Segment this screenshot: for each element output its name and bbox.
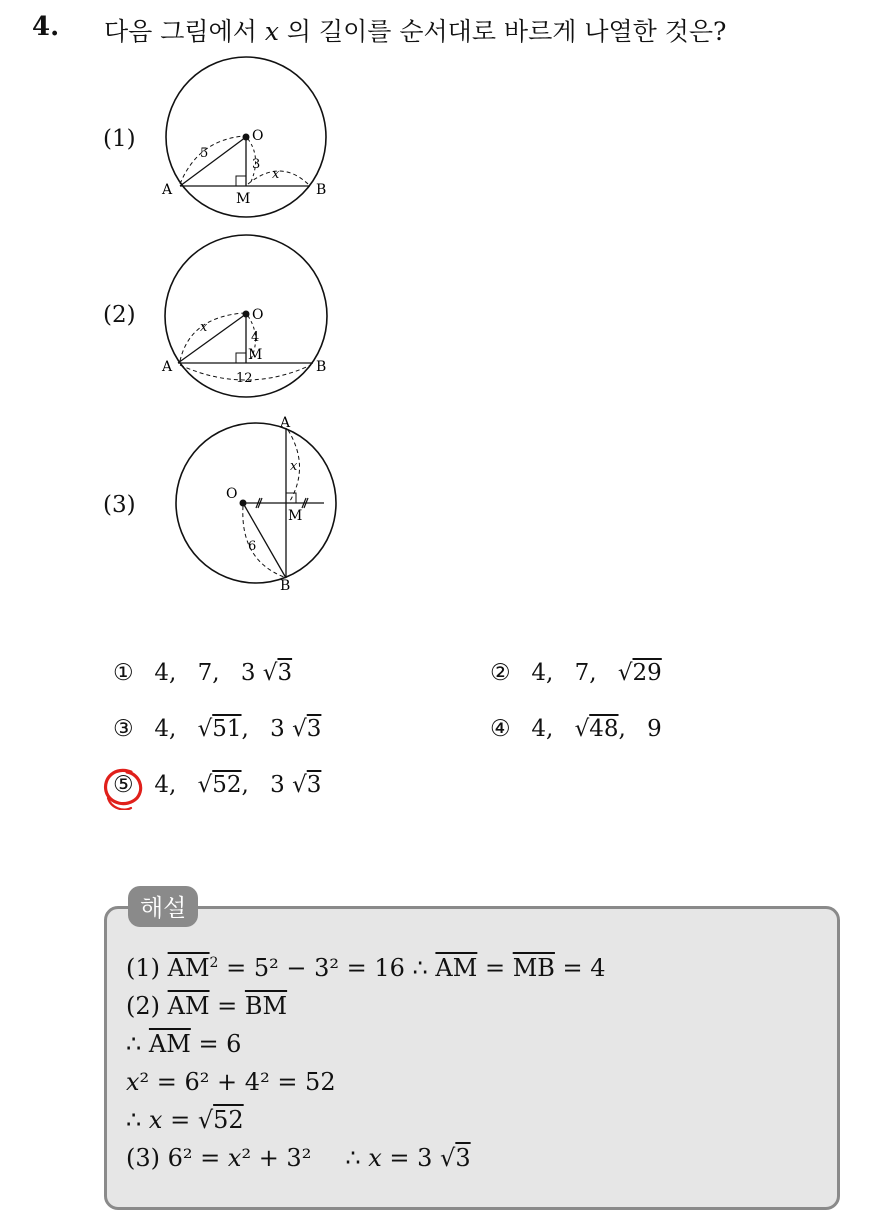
choice-5-value-1: 4, [154,772,177,798]
choice-1[interactable] [113,660,292,686]
figure-1-label-x: x [272,167,280,182]
explanation-line-6 [126,1144,471,1172]
figure-3-point-o: O [226,486,238,502]
choice-3-value-2-rad: 51 [212,716,242,742]
exp-l1-c: 2 [209,955,219,971]
figure-2-label-x: x [200,320,208,335]
choice-4[interactable] [490,716,662,742]
explanation-line-3 [126,1030,241,1058]
question-variable: x [264,17,279,46]
figure-3-point-m: M [288,508,303,524]
choice-4-value-2-rad: 48 [589,716,619,742]
choice-2-value-3-rad: 29 [632,660,662,686]
figure-2-point-o: O [252,307,264,323]
figure-2-label-4: 4 [251,330,260,345]
figure-1-dash-ao [180,136,244,184]
figure-2-point-m: M [248,347,263,363]
exp-l2-b: $\overline{AM}$ [167,992,210,1020]
choice-5-value-3-sqrt: √3 [292,772,322,798]
exp-l5-c: = √ [162,1106,214,1134]
choice-5-value-2-sep: , [241,772,249,798]
question-text-after: 의 길이를 순서대로 바르게 나열한 것은? [286,17,727,46]
question-number: 4. [32,12,60,42]
exp-l2-d: $\overline{BM}$ [244,992,288,1020]
choice-3-value-3-coef: 3 [270,716,285,742]
figure-3-point-b: B [280,578,291,594]
figure-1 [150,50,350,230]
exp-l3-a: ∴ [126,1030,149,1058]
choice-1-value-3-rad: 3 [277,660,293,686]
exp-l6-b: x [227,1144,242,1172]
figure-3-point-a: A [280,415,291,431]
exp-l1-d: = 5² − 3² = 16 ∴ [218,954,436,982]
exp-l3-b: $\overline{AM}$ [148,1030,191,1058]
exp-l1-e: $\overline{AM}$ [435,954,478,982]
choice-4-value-3: 9 [647,716,662,742]
choice-5-value-3-coef: 3 [270,772,285,798]
figure-1-label: (1) [103,126,136,152]
choice-5-value-3-rad: 3 [306,772,322,798]
selected-answer-ring [101,766,145,810]
exp-l1-f: = [477,954,513,982]
exp-l1-a: (1) [126,954,160,982]
exp-l1-b: $\overline{AM}$ [167,954,210,982]
figure-3-label: (3) [103,492,136,518]
choice-3-value-2-sep: , [241,716,249,742]
exp-l4-a: x [126,1068,140,1096]
exp-l6-e: x [368,1144,382,1172]
choice-3-value-3-rad: 3 [306,716,322,742]
exp-l4-b: ² = 6² + 4² = 52 [139,1068,336,1096]
choice-5-number: ⑤ [113,772,134,798]
exp-l2-a: (2) [126,992,168,1020]
figure-3-label-6: 6 [248,539,257,554]
explanation-line-1 [126,954,606,982]
figure-2-label: (2) [103,302,136,328]
choice-3-value-1: 4, [154,716,177,742]
explanation-line-4 [126,1068,336,1096]
choice-2-value-2: 7, [574,660,597,686]
figure-1-label-5: 5 [200,146,209,161]
choice-4-value-2-sep: , [618,716,626,742]
choice-3-value-2-sqrt: √51 [197,716,242,742]
explanation-line-5 [126,1106,244,1134]
exp-l6-g: 3 [455,1144,471,1172]
choice-1-number: ① [113,660,134,686]
exp-l1-h: = 4 [554,954,606,982]
figure-1-label-3: 3 [252,157,261,172]
choice-1-value-2: 7, [197,660,220,686]
figure-1-point-a: A [162,182,173,198]
choice-2-number: ② [490,660,511,686]
figure-2 [150,225,350,405]
choice-3[interactable] [113,716,321,742]
figure-1-point-o: O [252,128,264,144]
explanation-line-2 [126,992,287,1020]
choice-3-number: ③ [113,716,134,742]
choice-4-number: ④ [490,716,511,742]
choice-4-value-2-sqrt: √48 [574,716,619,742]
figure-3 [150,412,350,597]
figure-2-dash-ao [180,313,244,361]
choice-5-value-2-rad: 52 [212,772,242,798]
figure-2-point-a: A [162,359,173,375]
explanation-tab: 해설 [128,886,198,927]
figure-2-point-b: B [316,359,327,375]
figure-2-label-12: 12 [236,371,253,386]
figure-3-right-angle [286,493,296,503]
choice-2-value-1: 4, [531,660,554,686]
question-text-before: 다음 그림에서 [104,17,257,46]
choice-5-value-2-sqrt: √52 [197,772,242,798]
choice-3-value-3-sqrt: √3 [292,716,322,742]
choice-2-value-3-sqrt: √29 [617,660,662,686]
exp-l5-d: 52 [213,1106,244,1134]
choice-1-value-3-coef: 3 [240,660,256,686]
figure-3-center-dot [240,500,247,507]
choice-4-value-1: 4, [531,716,554,742]
choice-1-value-3-sqrt: √3 [262,660,293,686]
exp-l5-b: x [148,1106,163,1134]
exp-l3-c: = 6 [190,1030,242,1058]
figure-3-label-x: x [290,459,298,474]
exp-l2-c: = [209,992,245,1020]
figure-1-point-b: B [316,182,327,198]
exp-l5-a: ∴ [126,1106,149,1134]
figure-1-right-angle [236,176,246,186]
choice-2[interactable] [490,660,662,686]
choice-1-value-1: 4, [154,660,177,686]
figure-1-point-m: M [236,191,251,207]
exp-l6-c: ² + 3² [241,1144,312,1172]
exp-l6-a: (3) 6² = [126,1144,228,1172]
figure-2-right-angle [236,353,246,363]
exp-l1-g: $\overline{MB}$ [512,954,555,982]
question-text [104,12,726,48]
exp-l6-d: ∴ [345,1144,369,1172]
exp-l6-f: = 3 √ [381,1144,456,1172]
